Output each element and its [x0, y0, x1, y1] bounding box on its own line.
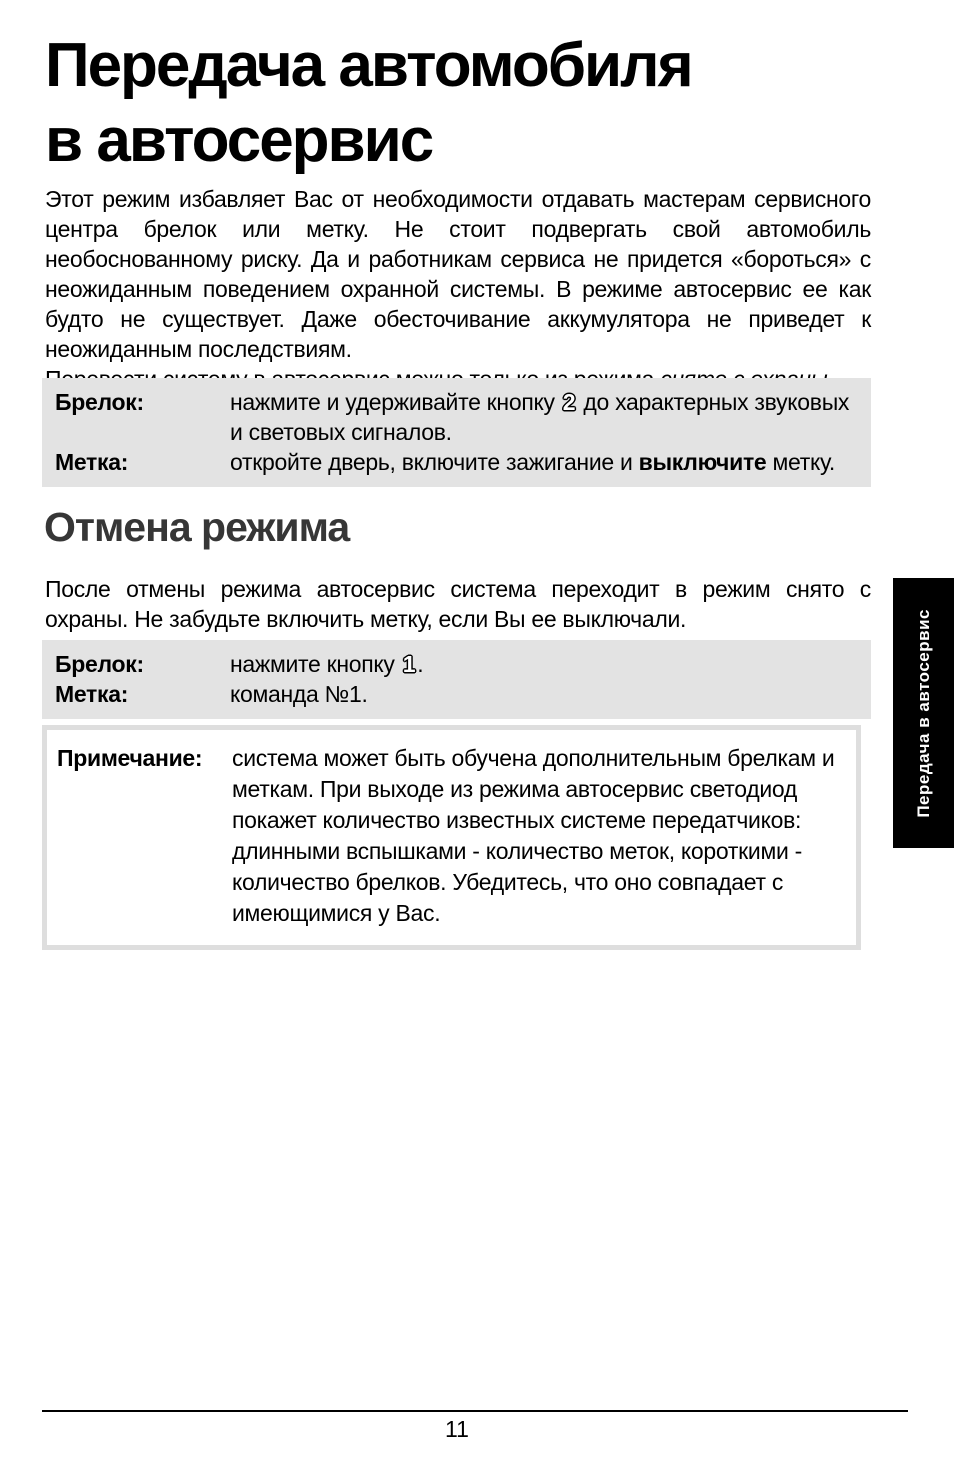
- tag-label: Метка:: [55, 449, 129, 475]
- instruction-row-tag: [42, 447, 871, 477]
- note-text: система может быть обучена дополнительным брелкам и меткам. При выходе из режима автосервис светодиод покажет количество известных системе передатчиков: длинными вспышками - количество меток, короткими - количество брелков. Убедитесь, что оно совпадает с имеющимися у Вас.: [232, 745, 835, 926]
- instruction-row-keyfob: [42, 387, 871, 447]
- tag-instruction: команда №1.: [230, 681, 368, 707]
- keyfob-label: Брелок:: [55, 389, 144, 415]
- tag-instruction-suffix: метку.: [766, 449, 835, 475]
- intro-paragraph: Этот режим избавляет Вас от необходимости отдавать мастерам сервисного центра брелок или метку. Не стоит подвергать свой автомобиль необоснованному риску. Да и работникам сервиса не придется «бороться» с неожиданным поведением охранной системы. В режиме автосервис ее как будто не существует. Даже обесточивание аккумулятора не приведет к неожиданным последствиям.: [45, 186, 871, 362]
- enter-service-instruction-box: [42, 378, 871, 487]
- instruction-row-tag: [42, 679, 871, 709]
- chapter-side-tab-label: Передача в автосервис: [913, 608, 933, 818]
- cancel-paragraph: После отмены режима автосервис система переходит в режим снято с охраны. Не забудьте включить метку, если Вы ее выключали.: [45, 576, 871, 632]
- footer-rule: [42, 1410, 908, 1412]
- intro-section: [45, 184, 871, 394]
- chapter-side-tab: [893, 578, 954, 848]
- tag-instruction-bold: выключите: [638, 449, 767, 475]
- page-title: [45, 28, 905, 178]
- cancel-section-heading: Отмена режима: [44, 504, 350, 550]
- keyfob-instruction: [230, 649, 871, 679]
- button-2-glyph: 2: [562, 389, 576, 415]
- button-1-glyph: 1: [402, 651, 416, 677]
- keyfob-instruction-suffix: до характерных звуковых и световых сигналов.: [230, 389, 850, 445]
- keyfob-instruction-suffix: .: [417, 651, 424, 677]
- cancel-instruction-box: [42, 640, 871, 719]
- instruction-row-keyfob: [42, 649, 871, 679]
- note-box: [42, 725, 861, 950]
- keyfob-instruction-prefix: нажмите и удерживайте кнопку: [230, 389, 561, 415]
- note-row: [47, 743, 856, 929]
- tag-instruction: [230, 447, 871, 477]
- keyfob-instruction-prefix: нажмите кнопку: [230, 651, 401, 677]
- page-title-line1: Передача автомобиля: [45, 31, 692, 100]
- page-number: 11: [445, 1416, 469, 1442]
- tag-instruction-prefix: откройте дверь, включите зажигание и: [230, 449, 639, 475]
- note-label: Примечание:: [57, 745, 203, 771]
- page-title-line2: в автосервис: [45, 106, 433, 175]
- keyfob-label: Брелок:: [55, 651, 144, 677]
- keyfob-instruction: [230, 387, 871, 447]
- tag-label: Метка:: [55, 681, 129, 707]
